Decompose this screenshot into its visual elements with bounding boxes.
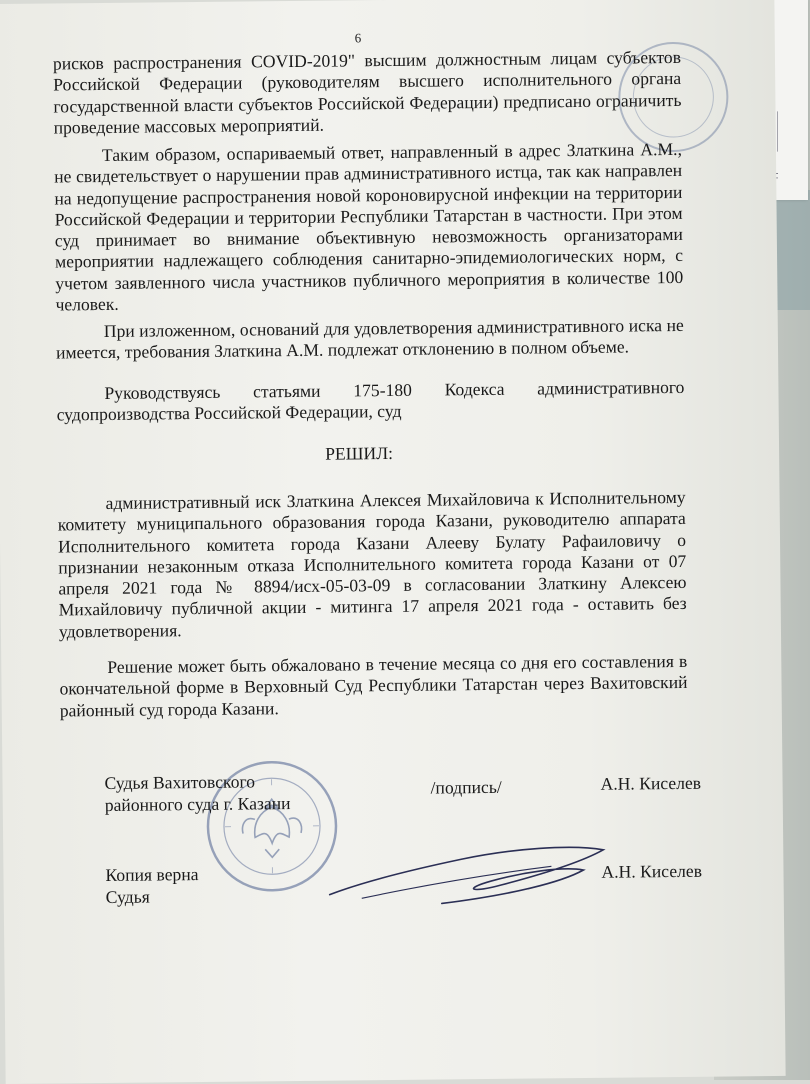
handwritten-signature xyxy=(321,840,612,913)
signature-placeholder: /подпись/ xyxy=(430,777,501,799)
paragraph-legal-basis: Руководствуясь статьями 175-180 Кодекса административного судопроизводства Российской Федерации, суд xyxy=(56,377,684,426)
paragraph-covid-restrictions: рисков распространения COVID-2019" высшим должностным лицам субъектов Российской Федерации (руководителям высшего исполнительного органа государственной власти субъектов Российской Федерации) предписано ограничить проведение массовых мероприятий. xyxy=(53,47,682,139)
page-number: 6 xyxy=(355,30,362,46)
copy-certified-line1: Копия верна xyxy=(105,864,198,886)
copy-judge-name: А.Н. Киселев xyxy=(601,861,702,883)
judge-name: А.Н. Киселев xyxy=(600,773,701,795)
paragraph-no-grounds: При изложенном, оснований для удовлетворения административного иска не имеется, требования Златкина А.М. подлежат отклонению в полном объеме. xyxy=(56,315,684,364)
paragraph-decision: административный иск Златкина Алексея Михайловича к Исполнительному комитету муниципального образования города Казани, руководителю аппарата Исполнительного комитета города Казани Алееву Булату Рафаиловичу о признании незаконным отказа Исполнительного комитета города Казани от 07 апреля 2021 года № 8894/исх-05-03-09 в согласовании Златкину Алексею Михайловичу публичной акции - митинга 17 апреля 2021 года - оставить без удовлетворения. xyxy=(57,487,687,643)
copy-certified-line2: Судья xyxy=(106,887,150,908)
paragraph-appeal: Решение может быть обжаловано в течение месяца со дня его составления в окончательной форме в Верховный Суд Республики Татарстан через Вахитовский районный суд города Казани. xyxy=(59,651,688,721)
paragraph-response-assessment: Таким образом, оспариваемый ответ, направленный в адрес Златкина А.М., не свидетельствует о нарушении прав административного истца, так как направлен на недопущение распространения новой короновирусной инфекции на территории Российской Федерации и территории Республики Татарстан в частности. При этом суд принимает во внимание объективную невозможность организаторами мероприятии надлежащего соблюдения санитарно-эпидемиологических норм, с учетом заявленного числа участников публичного мероприятия в количестве 100 человек. xyxy=(54,139,684,316)
judge-title-line2: районного суда г. Казани xyxy=(105,793,291,816)
judge-title-line1: Судья Вахитовского xyxy=(104,771,255,794)
decision-heading: РЕШИЛ: xyxy=(0,440,719,469)
